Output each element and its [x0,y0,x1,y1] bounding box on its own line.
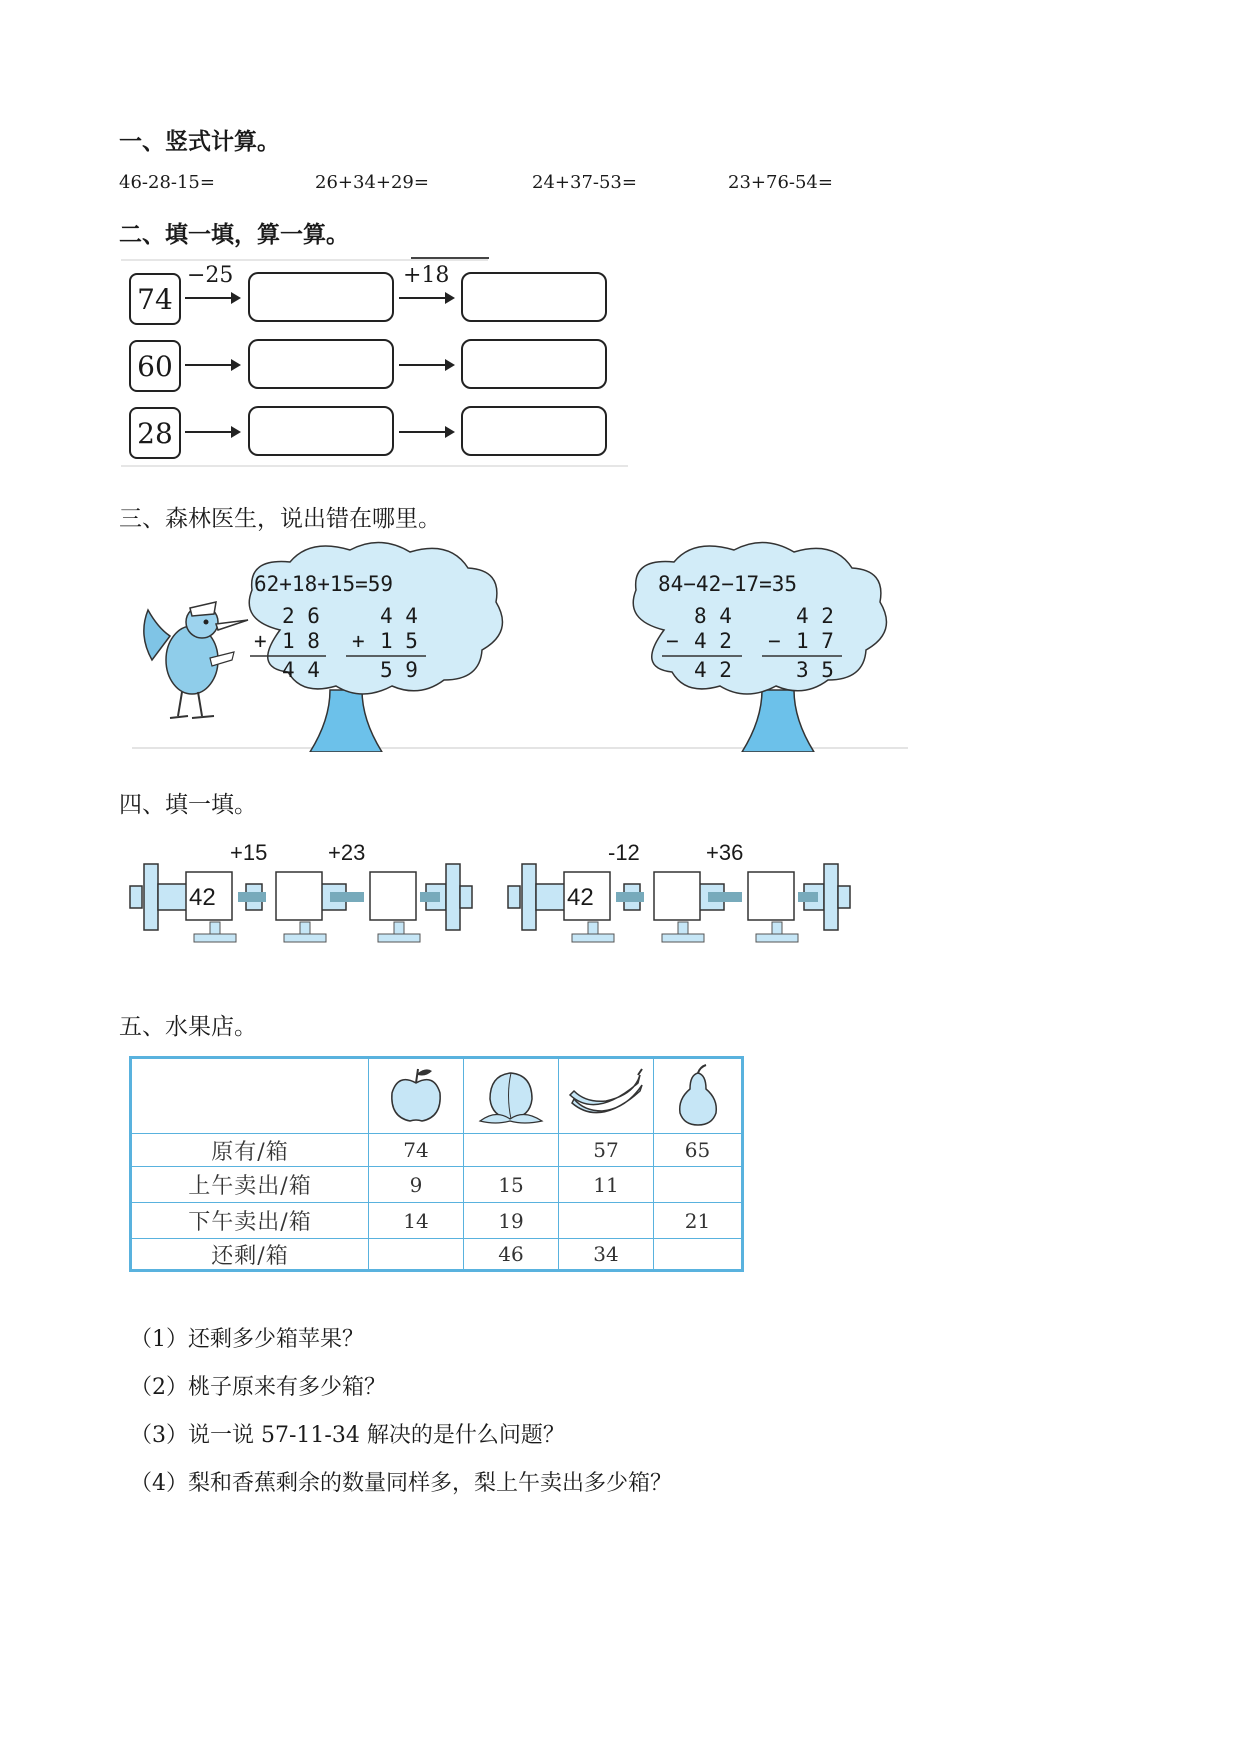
cell-morning-peach: 15 [464,1167,559,1203]
question-4: （4）梨和香蕉剩余的数量同样多，梨上午卖出多少箱？ [130,1471,672,1496]
expression-1: 46-28-15= [119,172,215,193]
arrow-right-icon [185,431,239,433]
tree1-calc1-result: 4 4 [282,658,320,682]
row-label-original: 原有/箱 [132,1134,369,1167]
cell-remaining-peach: 46 [464,1239,559,1269]
cell-original-peach[interactable] [464,1134,559,1167]
tree2-calc1-second: 4 2 [694,629,732,653]
expression-3: 24+37-53= [532,172,637,193]
operation-minus-25: −25 [187,263,234,288]
answer-box-2b[interactable] [461,339,607,389]
forest-doctor-illustration [130,540,910,752]
tree2-calc1-result: 4 2 [694,658,732,682]
machine2-op2: +36 [706,840,744,865]
answer-box-1b[interactable] [461,272,607,322]
number-machine-1 [124,838,476,950]
tree2-calc2-op: − [768,629,781,653]
table-header-apple [369,1059,464,1134]
machine2-op1: -12 [608,840,640,865]
tree1-calc2-second: 1 5 [380,629,418,653]
answer-box-1a[interactable] [248,272,394,322]
section1-title: 一、竖式计算。 [119,129,280,155]
cell-remaining-pear[interactable] [654,1239,741,1269]
number-machine-2 [502,838,854,950]
cell-morning-pear[interactable] [654,1167,741,1203]
machine1-op1: +15 [230,840,268,865]
tree1-calc1-second: 1 8 [282,629,320,653]
arrow-right-icon [399,297,453,299]
answer-box-3a[interactable] [248,406,394,456]
tree2-equation: 84−42−17=35 [658,572,798,596]
start-number-1: 74 [129,273,181,325]
question-2: （2）桃子原来有多少箱？ [130,1375,386,1400]
tree2-calc1-op: − [666,629,679,653]
table-corner [132,1059,369,1134]
pear-icon [670,1063,726,1129]
tree2-calc1-top: 8 4 [694,604,732,628]
section3-title: 三、森林医生，说出错在哪里。 [119,506,441,532]
arrow-right-icon [399,431,453,433]
tree2-calc2-result: 3 5 [796,658,834,682]
tree1-calc1-op: + [254,629,267,653]
cell-afternoon-pear: 21 [654,1203,741,1239]
section2-title: 二、填一填，算一算。 [119,222,349,248]
fruit-shop-table [129,1056,744,1272]
operation-plus-18: +18 [403,263,450,288]
section4-title: 四、填一填。 [119,792,257,818]
arrow-right-icon [185,297,239,299]
tree1-calc2-result: 5 9 [380,658,418,682]
arrow-right-icon [185,364,239,366]
table-header-pear [654,1059,741,1134]
cell-afternoon-apple: 14 [369,1203,464,1239]
question-1: （1）还剩多少箱苹果？ [130,1327,364,1352]
cell-afternoon-peach: 19 [464,1203,559,1239]
arrow-right-icon [399,364,453,366]
fill-calc-diagram [121,257,628,467]
peach-icon [476,1065,546,1127]
banana-icon [566,1065,646,1127]
expression-2: 26+34+29= [315,172,429,193]
cell-original-pear: 65 [654,1134,741,1167]
row-label-remaining: 还剩/箱 [132,1239,369,1269]
tree1-calc2-op: + [352,629,365,653]
row-label-morning-sold: 上午卖出/箱 [132,1167,369,1203]
row-label-afternoon-sold: 下午卖出/箱 [132,1203,369,1239]
machine2-start: 42 [567,884,594,911]
cell-original-apple: 74 [369,1134,464,1167]
tree1-calc2-top: 4 4 [380,604,418,628]
table-header-peach [464,1059,559,1134]
apple-icon [386,1065,446,1127]
tree2-calc2-second: 1 7 [796,629,834,653]
tree1-calc1-top: 2 6 [282,604,320,628]
start-number-2: 60 [129,340,181,392]
tree2-calc2-top: 4 2 [796,604,834,628]
question-3: （3）说一说 57-11-34 解决的是什么问题？ [130,1423,565,1448]
tree1-equation: 62+18+15=59 [254,572,394,596]
expression-4: 23+76-54= [728,172,833,193]
cell-afternoon-banana[interactable] [559,1203,654,1239]
cell-original-banana: 57 [559,1134,654,1167]
cell-morning-apple: 9 [369,1167,464,1203]
cell-remaining-apple[interactable] [369,1239,464,1269]
start-number-3: 28 [129,407,181,459]
answer-box-2a[interactable] [248,339,394,389]
answer-box-3b[interactable] [461,406,607,456]
table-header-banana [559,1059,654,1134]
section5-title: 五、水果店。 [119,1014,257,1040]
cell-remaining-banana: 34 [559,1239,654,1269]
machine1-op2: +23 [328,840,366,865]
machine1-start: 42 [189,884,216,911]
cell-morning-banana: 11 [559,1167,654,1203]
